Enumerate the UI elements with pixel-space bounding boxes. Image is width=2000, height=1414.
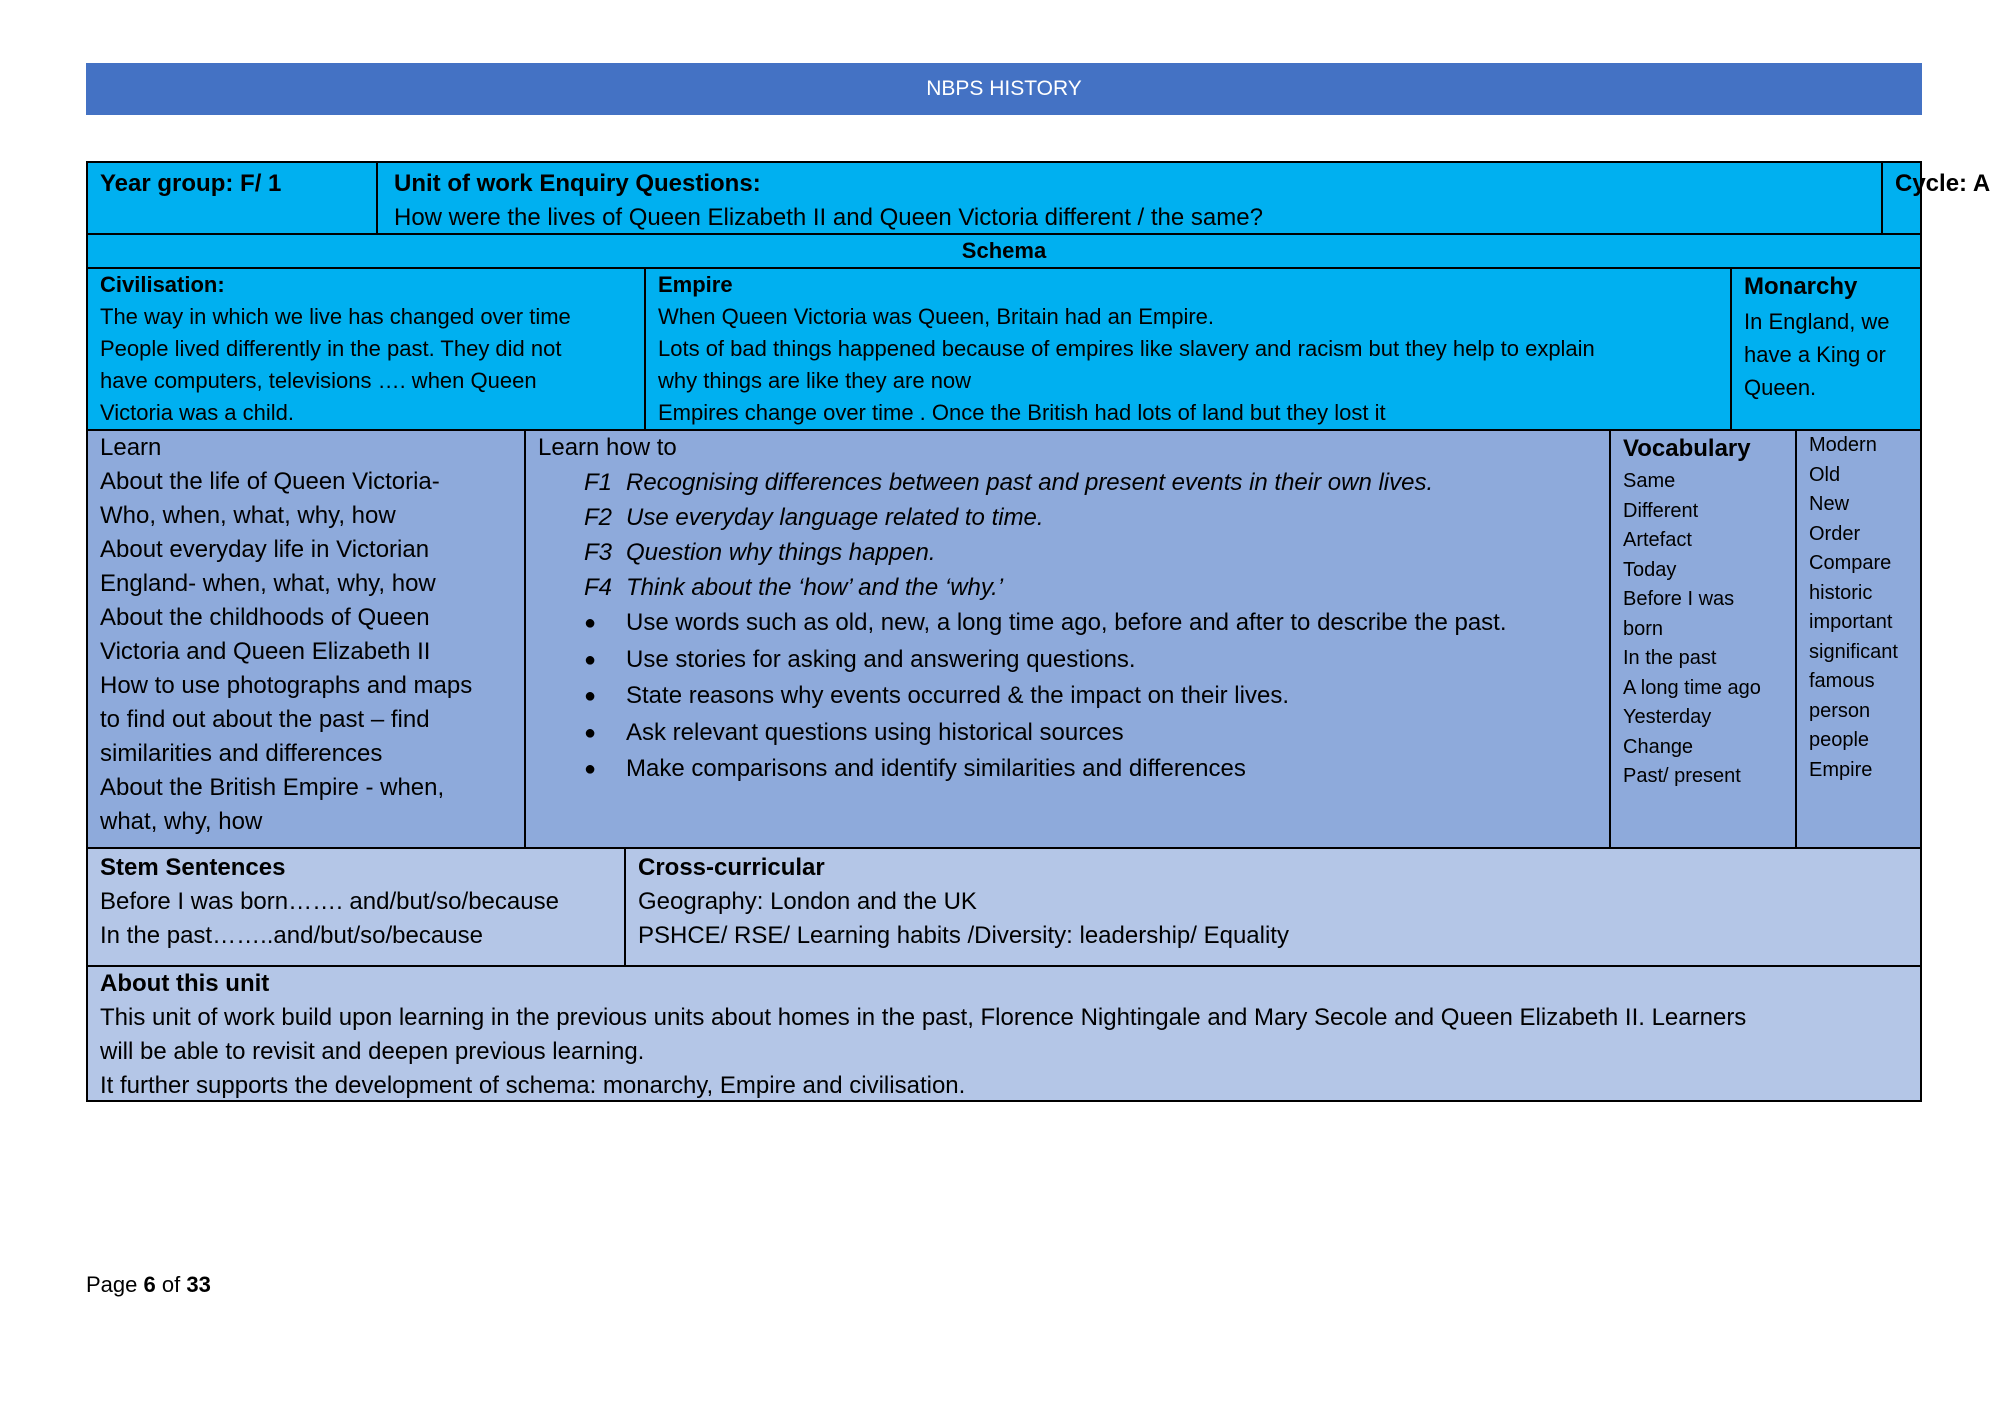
vocabulary-word: Yesterday [1623, 706, 1712, 728]
cross-line: Geography: London and the UK [638, 888, 977, 915]
cross-line: PSHCE/ RSE/ Learning habits /Diversity: leadership/ Equality [638, 922, 1289, 949]
bullet-icon: ● [584, 612, 597, 634]
page-banner [86, 63, 1922, 115]
learn-line: About the childhoods of Queen [100, 604, 430, 631]
vocabulary-word: Empire [1809, 758, 1873, 781]
bullet-text: Use words such as old, new, a long time ago, before and after to describe the past. [626, 609, 1507, 636]
learn-line: what, why, how [100, 808, 263, 835]
learn-how-heading: Learn how to [538, 434, 677, 461]
empire-line: Lots of bad things happened because of empires like slavery and racism but they help to explain [658, 336, 1595, 361]
objective-code: F2 [584, 504, 613, 531]
cross-heading: Cross-curricular [638, 854, 825, 881]
vocabulary-word: historic [1809, 581, 1873, 604]
schema-title: Schema [961, 238, 1047, 263]
unit-table [86, 161, 1991, 1102]
learn-line: About the British Empire - when, [100, 774, 445, 801]
bullet-icon: ● [584, 648, 597, 671]
cross-curricular-cell [624, 847, 1920, 965]
objective-text: Question why things happen. [626, 539, 936, 566]
objective-text: Think about the ‘how’ and the ‘why.’ [626, 574, 1004, 601]
vocabulary-word: A long time ago [1623, 676, 1761, 699]
stem-line: In the past……..and/but/so/because [100, 922, 483, 949]
vocabulary-word: born [1623, 617, 1664, 640]
monarchy-line: Queen. [1744, 375, 1817, 400]
stem-heading: Stem Sentences [100, 854, 286, 881]
objective-text: Recognising differences between past and present events in their own lives. [626, 469, 1434, 496]
cycle-cell [1881, 163, 1991, 233]
civilisation-heading: Civilisation: [100, 272, 225, 297]
vocabulary-word: Change [1623, 735, 1694, 758]
of-label: of [161, 1272, 181, 1297]
learn-line: Victoria and Queen Elizabeth II [100, 638, 431, 665]
civilisation-line: The way in which we live has changed over time [100, 304, 571, 329]
bullet-icon: ● [584, 685, 597, 707]
about-cell [88, 965, 1920, 1100]
learn-line: About the life of Queen Victoria- [100, 468, 440, 495]
vocabulary-word: Before I was [1623, 588, 1735, 610]
learn-heading: Learn [100, 434, 162, 461]
civilisation-cell [88, 267, 644, 429]
civilisation-line: have computers, televisions …. when Queen [100, 368, 537, 393]
empire-cell [644, 267, 1730, 429]
bullet-item [538, 715, 1597, 752]
bullet-text: State reasons why events occurred & the impact on their lives. [626, 682, 1289, 709]
year-group: Year group: F/ 1 [100, 170, 282, 197]
learn-line: similarities and differences [100, 740, 383, 767]
objective-code: F3 [584, 539, 613, 566]
vocabulary-word: Order [1809, 522, 1861, 545]
objective-text: Use everyday language related to time. [626, 504, 1044, 531]
vocabulary-cell [1609, 429, 1795, 847]
objective-item [538, 500, 1597, 535]
page-total: 33 [186, 1272, 211, 1297]
learn-line: England- when, what, why, how [100, 570, 436, 597]
objective-code: F4 [584, 574, 613, 601]
vocabulary-word: Today [1623, 558, 1677, 581]
civilisation-line: Victoria was a child. [100, 400, 295, 425]
about-line: This unit of work build upon learning in the previous units about homes in the past, Florence Nightingale and Mary Secole and Queen Elizabeth II. Learners [100, 1004, 1747, 1031]
vocabulary-word: Different [1623, 499, 1699, 522]
vocabulary-word: Old [1809, 463, 1841, 486]
monarchy-heading: Monarchy [1744, 273, 1858, 300]
objective-item [538, 535, 1597, 570]
bullet-item [538, 642, 1597, 679]
vocabulary-word: Artefact [1623, 529, 1692, 551]
vocabulary-word: New [1809, 493, 1850, 515]
bullet-text: Make comparisons and identify similarities and differences [626, 755, 1246, 782]
vocabulary-word: Past/ present [1623, 765, 1741, 787]
learn-line: to find out about the past – find [100, 706, 430, 733]
enquiry-cell [376, 163, 1881, 233]
learn-line: How to use photographs and maps [100, 672, 473, 699]
vocabulary-word: Compare [1809, 552, 1892, 574]
stem-line: Before I was born……. and/but/so/because [100, 888, 559, 915]
vocabulary-word: famous [1809, 670, 1875, 692]
vocabulary-word: people [1809, 729, 1870, 751]
banner-title: NBPS HISTORY [926, 77, 1082, 100]
vocabulary-cell-2 [1795, 429, 1920, 847]
monarchy-line: have a King or [1744, 342, 1886, 367]
vocabulary-word: person [1809, 699, 1871, 722]
empire-line: When Queen Victoria was Queen, Britain had an Empire. [658, 304, 1215, 329]
empire-line: Empires change over time . Once the British had lots of land but they lost it [658, 400, 1386, 425]
page-label: Page [86, 1272, 138, 1297]
learn-line: About everyday life in Victorian [100, 536, 430, 563]
enquiry-question: How were the lives of Queen Elizabeth II and Queen Victoria different / the same? [394, 204, 1263, 231]
about-line: will be able to revisit and deepen previous learning. [100, 1038, 645, 1065]
vocabulary-word: Same [1623, 470, 1676, 492]
learn-line: Who, when, what, why, how [100, 502, 396, 529]
vocabulary-word: Modern [1809, 434, 1877, 456]
learn-cell [88, 429, 524, 847]
vocabulary-word: significant [1809, 640, 1898, 663]
page-footer [86, 1272, 211, 1298]
vocabulary-word: important [1809, 611, 1893, 633]
objective-item [538, 465, 1597, 500]
cycle: Cycle: A [1895, 170, 1991, 197]
vocabulary-heading: Vocabulary [1623, 435, 1751, 462]
vocabulary-word: In the past [1623, 647, 1717, 669]
bullet-item [538, 678, 1597, 715]
enquiry-heading: Unit of work Enquiry Questions: [394, 170, 761, 197]
year-group-cell [88, 163, 376, 233]
about-line: It further supports the development of schema: monarchy, Empire and civilisation. [100, 1072, 966, 1099]
objective-code: F1 [584, 469, 613, 496]
bullet-icon: ● [584, 721, 597, 744]
bullet-item [538, 751, 1597, 788]
learn-how-cell [524, 429, 1609, 847]
objective-item [538, 570, 1597, 605]
empire-heading: Empire [658, 272, 733, 297]
monarchy-line: In England, we [1744, 309, 1890, 334]
empire-line: why things are like they are now [658, 368, 972, 393]
bullet-text: Ask relevant questions using historical sources [626, 718, 1124, 746]
civilisation-line: People lived differently in the past. They did not [100, 336, 562, 361]
about-heading: About this unit [100, 970, 270, 997]
bullet-text: Use stories for asking and answering questions. [626, 645, 1136, 673]
bullet-icon: ● [584, 758, 597, 780]
page-number: 6 [143, 1272, 156, 1297]
schema-title-cell [88, 233, 1920, 267]
stem-cell [88, 847, 624, 965]
bullet-item [538, 605, 1597, 642]
monarchy-cell [1730, 267, 1920, 429]
